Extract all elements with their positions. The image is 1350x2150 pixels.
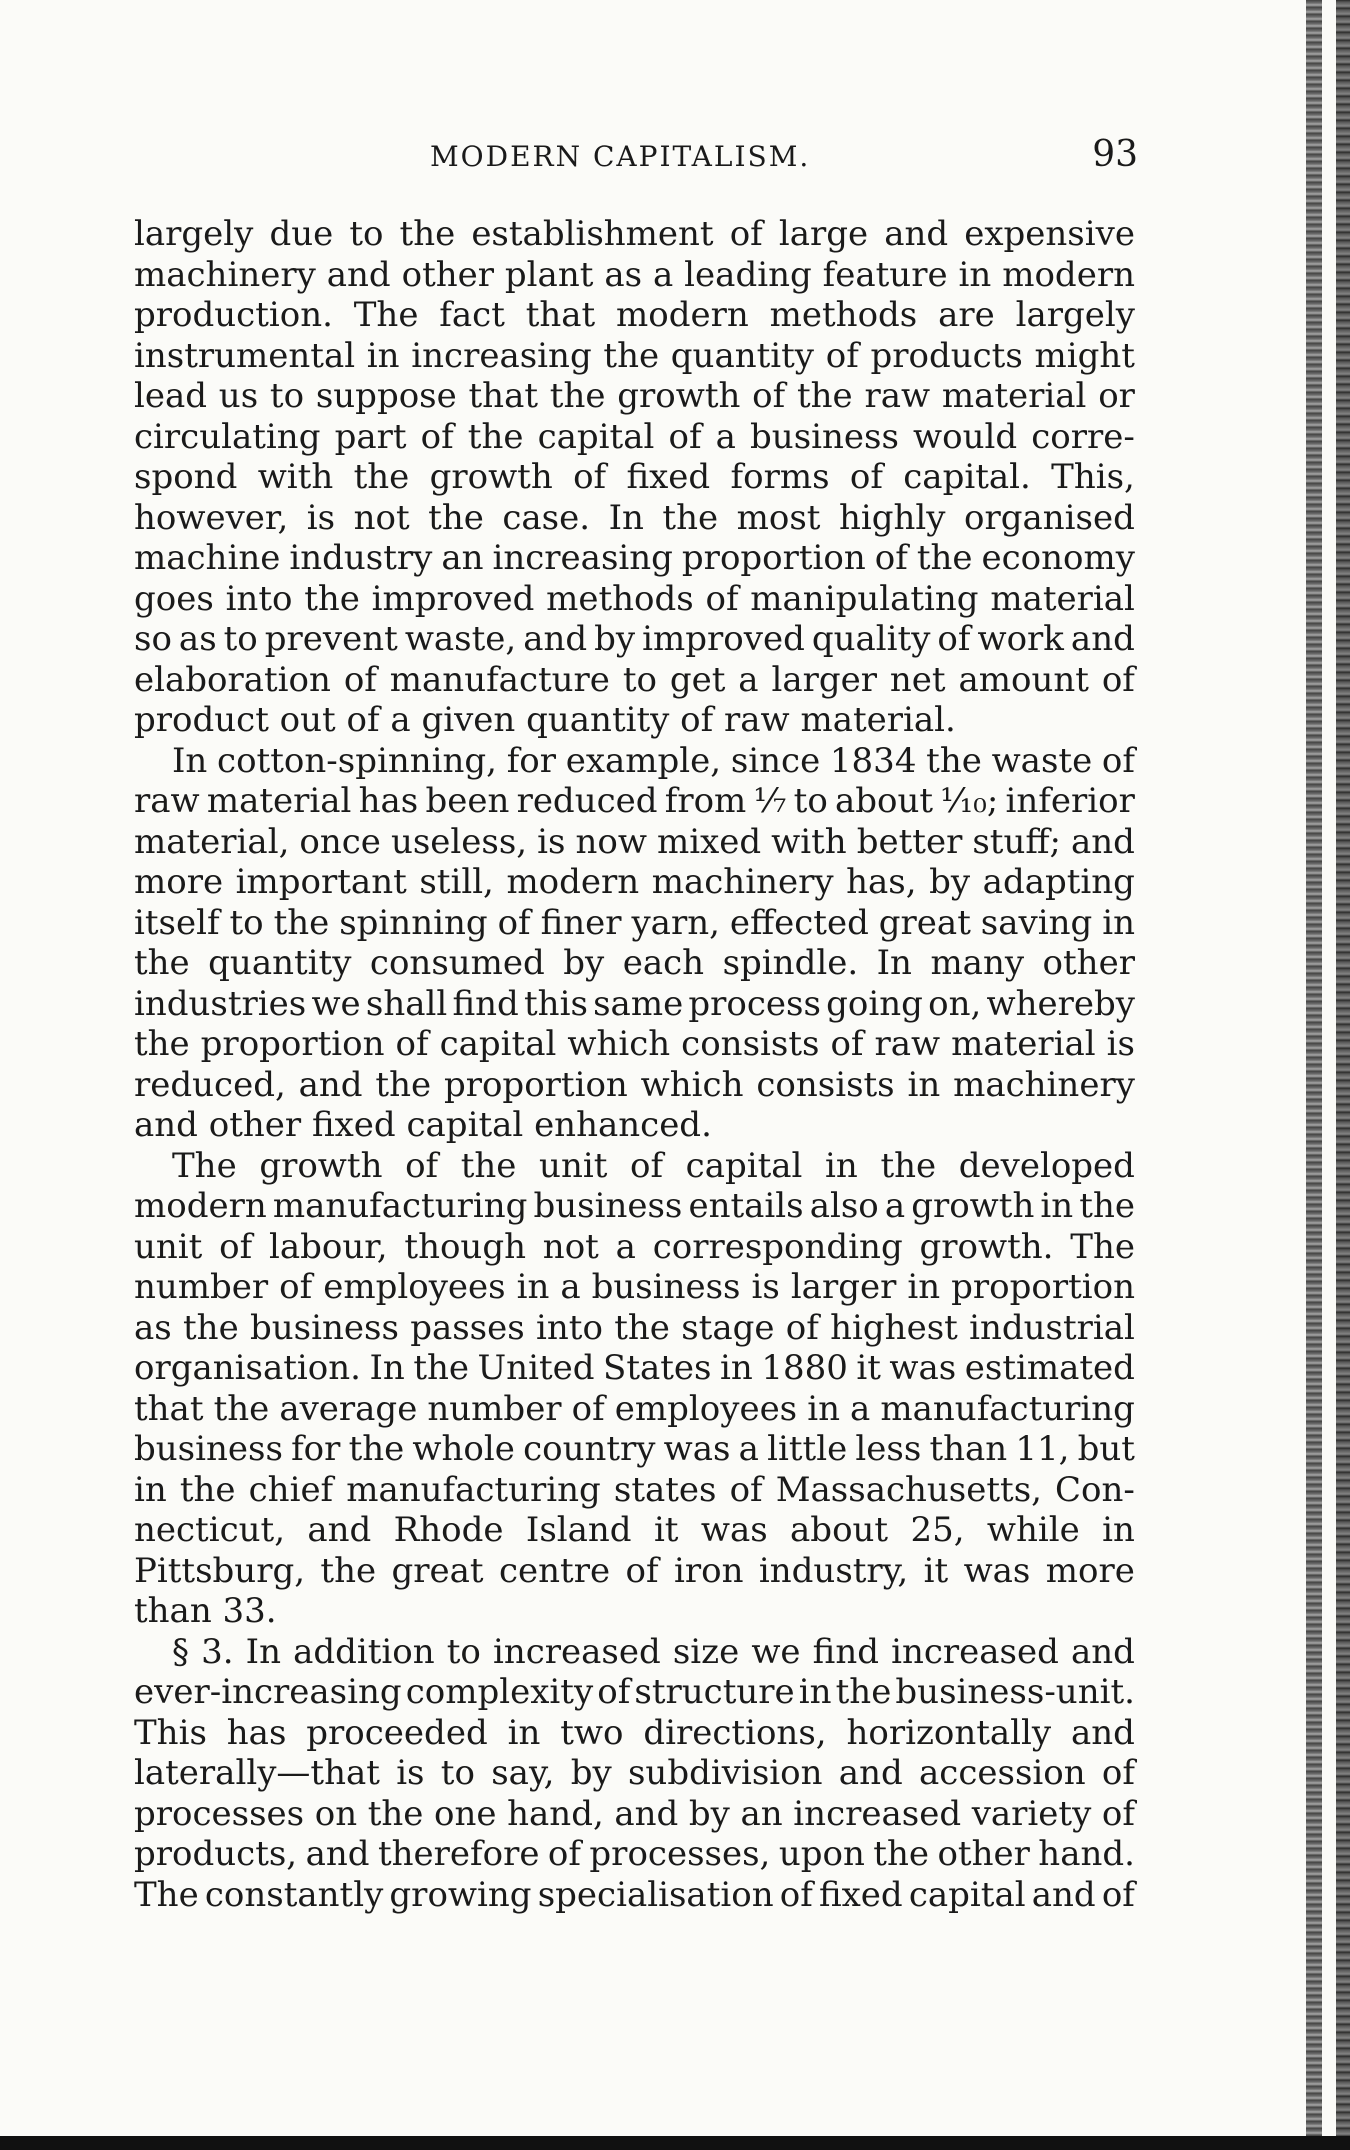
- text-line: spond with the growth of fixed forms of capital. This,: [134, 457, 1135, 497]
- text-line: products, and therefore of processes, upon the other hand.: [134, 1834, 1135, 1874]
- text-line: modern manufacturing business entails also a growth in the: [134, 1186, 1135, 1226]
- text-line: as the business passes into the stage of highest industrial: [134, 1307, 1135, 1348]
- text-line: circulating part of the capital of a business would corre-: [134, 416, 1135, 457]
- text-line: in the chief manufacturing states of Massachusetts, Con-: [134, 1469, 1135, 1510]
- text-line: industries we shall find this same process going on, whereby: [134, 983, 1135, 1024]
- text-line: product out of a given quantity of raw material.: [134, 700, 956, 740]
- text-line: however, is not the case. In the most highly organised: [134, 497, 1135, 538]
- scan-edge-shadow: [1306, 0, 1322, 2150]
- text-line: goes into the improved methods of manipulating material: [134, 578, 1135, 619]
- text-line: instrumental in increasing the quantity of products might: [134, 335, 1135, 376]
- text-line: machine industry an increasing proportion of the economy: [134, 538, 1135, 578]
- text-line: processes on the one hand, and by an increased variety of: [134, 1793, 1135, 1834]
- text-line: In cotton-spinning, for example, since 1834 the waste of: [172, 740, 1135, 781]
- text-line: raw material has been reduced from ⅐ to about ⅒; inferior: [134, 781, 1135, 821]
- body-text: [134, 214, 1135, 1915]
- text-line: business for the whole country was a little less than 11, but: [134, 1429, 1135, 1469]
- text-line: that the average number of employees in a manufacturing: [134, 1388, 1135, 1429]
- text-line: machinery and other plant as a leading feature in modern: [134, 254, 1135, 295]
- page-header: [130, 134, 1138, 190]
- text-line: the proportion of capital which consists of raw material is: [134, 1024, 1135, 1064]
- text-line: reduced, and the proportion which consists in machinery: [134, 1064, 1135, 1105]
- text-line: so as to prevent waste, and by improved quality of work and: [134, 619, 1135, 659]
- text-line: production. The fact that modern methods are largely: [134, 295, 1135, 335]
- text-line: largely due to the establishment of large and expensive: [134, 214, 1135, 254]
- text-line: necticut, and Rhode Island it was about 25, while in: [134, 1510, 1135, 1550]
- text-line: than 33.: [134, 1591, 277, 1631]
- text-line: Pittsburg, the great centre of iron industry, it was more: [134, 1550, 1135, 1591]
- scan-edge-shadow-outer: [1336, 0, 1350, 2150]
- text-line: § 3. In addition to increased size we find increased and: [172, 1631, 1135, 1672]
- text-line: organisation. In the United States in 1880 it was estimated: [134, 1348, 1135, 1388]
- text-line: number of employees in a business is larger in proportion: [134, 1267, 1135, 1307]
- text-line: elaboration of manufacture to get a larger net amount of: [134, 659, 1135, 700]
- text-line: unit of labour, though not a corresponding growth. The: [134, 1226, 1135, 1267]
- text-line: ever-increasing complexity of structure in the business-unit.: [134, 1672, 1135, 1712]
- text-line: material, once useless, is now mixed with better stuff; and: [134, 821, 1135, 862]
- text-line: more important still, modern machinery has, by adapting: [134, 862, 1135, 902]
- text-line: laterally—that is to say, by subdivision and accession of: [134, 1753, 1135, 1793]
- text-line: This has proceeded in two directions, horizontally and: [134, 1712, 1135, 1753]
- text-line: the quantity consumed by each spindle. In many other: [134, 943, 1135, 983]
- text-line: The growth of the unit of capital in the developed: [172, 1145, 1135, 1186]
- text-line: The constantly growing specialisation of fixed capital and of: [134, 1874, 1135, 1915]
- page-number: 93: [1092, 134, 1138, 175]
- text-line: itself to the spinning of finer yarn, effected great saving in: [134, 902, 1135, 943]
- text-line: and other fixed capital enhanced.: [134, 1105, 712, 1145]
- text-line: lead us to suppose that the growth of the raw material or: [134, 376, 1135, 416]
- scan-bottom-edge: [0, 2136, 1350, 2150]
- running-head: MODERN CAPITALISM.: [430, 140, 811, 173]
